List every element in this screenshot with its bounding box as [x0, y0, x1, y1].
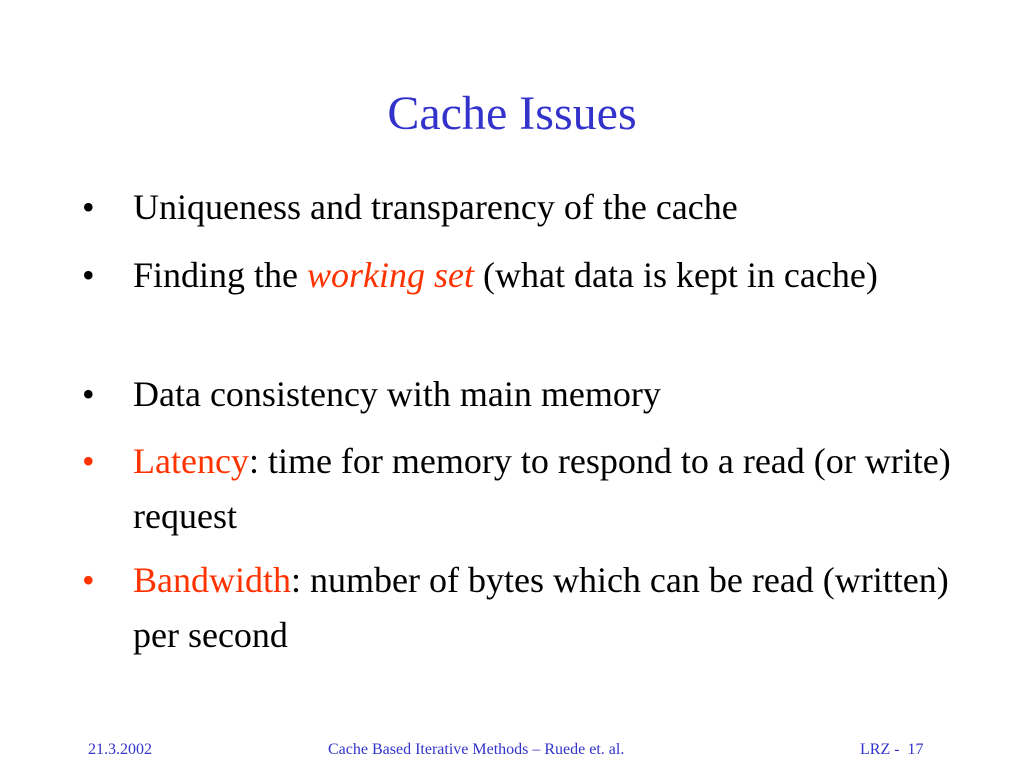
bandwidth-term: Bandwidth	[133, 560, 291, 600]
bullet-text	[133, 434, 962, 544]
bullet-marker: •	[82, 441, 95, 481]
latency-term: Latency	[133, 441, 249, 481]
working-set-emphasis: working set	[307, 255, 475, 295]
bullet-marker: •	[82, 187, 95, 227]
bullet-text: Uniqueness and transparency of the cache	[133, 187, 738, 227]
bullet-item-latency	[82, 434, 962, 544]
bullet-text	[133, 553, 962, 663]
bullet-marker: •	[82, 560, 95, 600]
bullet-text-after: (what data is kept in cache)	[474, 255, 878, 295]
footer-page: LRZ - 17	[860, 741, 924, 758]
slide-title: Cache Issues	[387, 87, 637, 140]
bullet-marker: •	[82, 255, 95, 295]
bullet-item-bandwidth	[82, 553, 962, 663]
bullet-text: Data consistency with main memory	[133, 374, 661, 414]
bullet-text	[133, 248, 962, 303]
bandwidth-definition: : number of bytes which can be read (written) per second	[133, 560, 949, 655]
bullet-marker: •	[82, 374, 95, 414]
bullet-item-consistency	[82, 367, 962, 422]
bullet-item-working-set	[82, 248, 962, 303]
footer-title: Cache Based Iterative Methods – Ruede et. al.	[328, 741, 625, 758]
latency-definition: : time for memory to respond to a read (or write) request	[133, 441, 951, 536]
bullet-item-uniqueness	[82, 180, 962, 235]
bullet-text-before: Finding the	[133, 255, 308, 295]
footer-date: 21.3.2002	[88, 741, 152, 758]
